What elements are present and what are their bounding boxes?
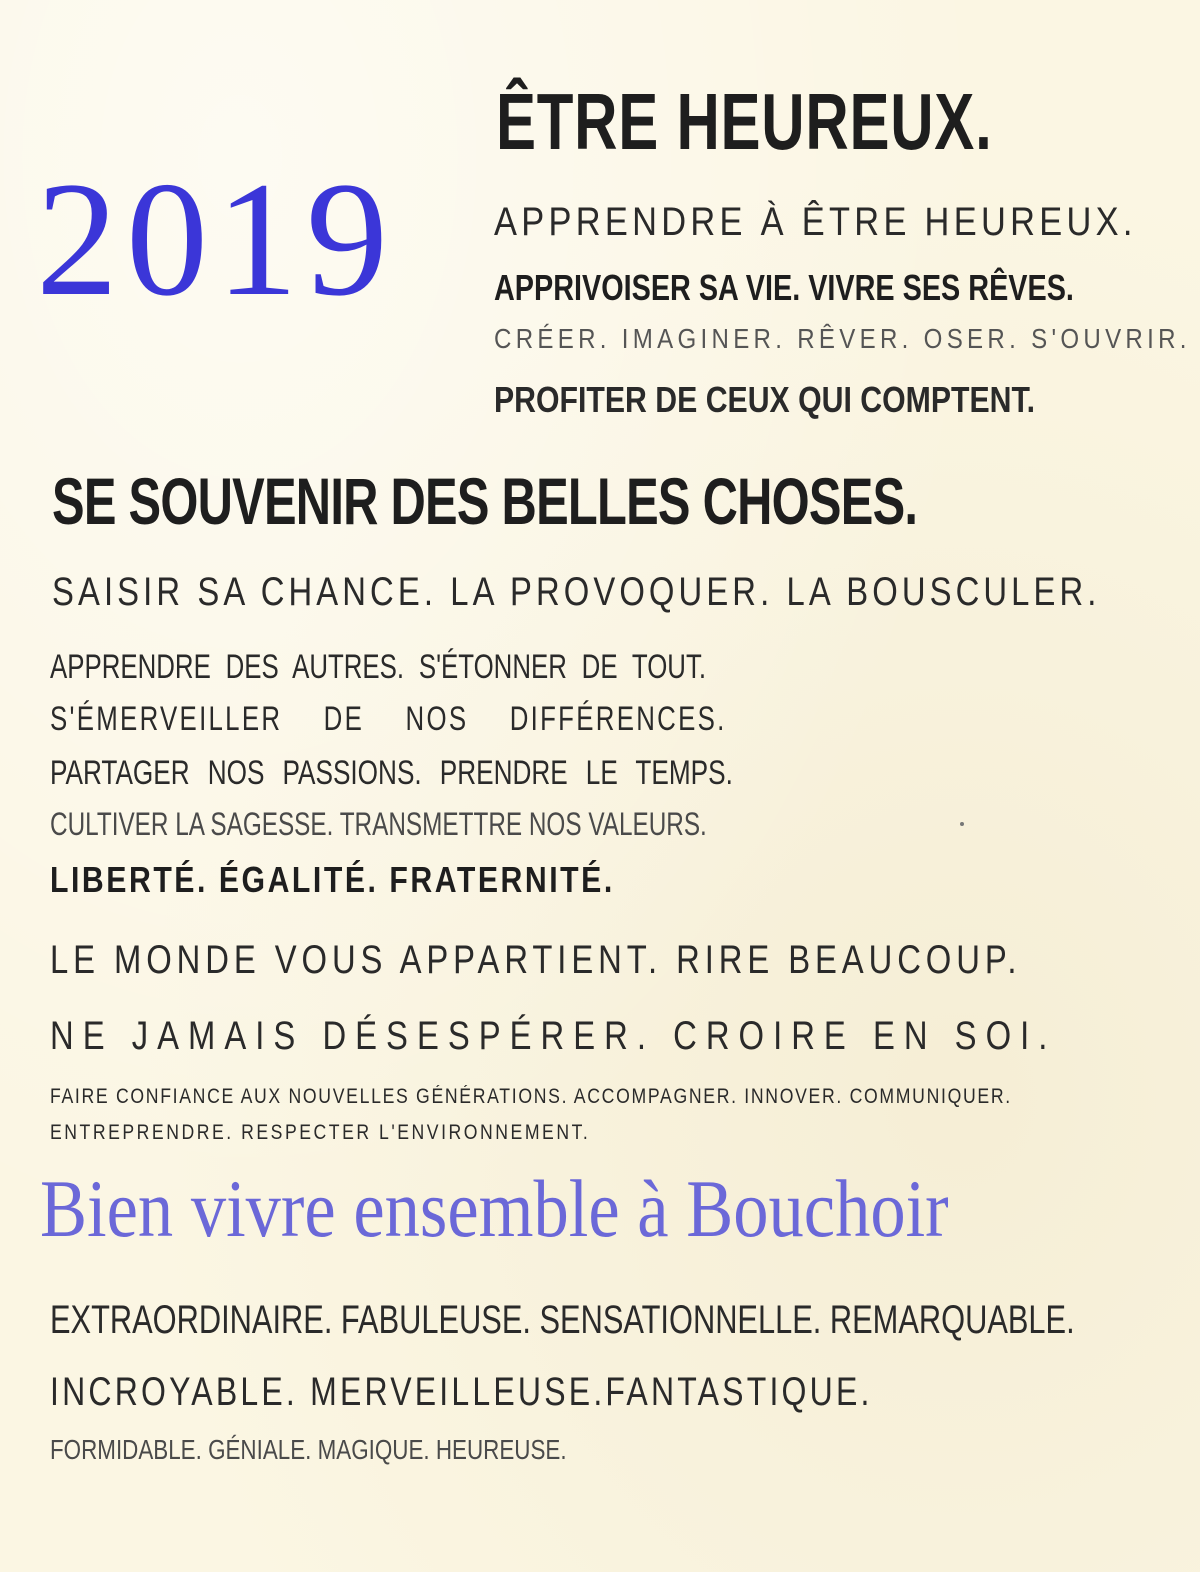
motto-liberte: LIBERTÉ. ÉGALITÉ. FRATERNITÉ. [50,859,615,900]
year-text: 2019 [36,149,396,330]
line-learn-happy: APPRENDRE À ÊTRE HEUREUX. [494,200,1137,244]
line-undertake-respect: ENTREPRENDRE. RESPECTER L'ENVIRONNEMENT. [50,1121,591,1144]
line-enjoy-people: PROFITER DE CEUX QUI COMPTENT. [494,379,1035,420]
line-formidable: FORMIDABLE. GÉNIALE. MAGIQUE. HEUREUSE. [50,1434,567,1465]
line-extraordinary: EXTRAORDINAIRE. FABULEUSE. SENSATIONNELLE. REMARQUABLE. [50,1298,1075,1342]
line-learn-others: APPRENDRE DES AUTRES. S'ÉTONNER DE TOUT. [50,648,707,686]
line-tame-life: APPRIVOISER SA VIE. VIVRE SES RÊVES. [494,267,1074,308]
ink-speck [960,822,964,826]
line-incredible: INCROYABLE. MERVEILLEUSE.FANTASTIQUE. [50,1370,873,1414]
heading-remember: SE SOUVENIR DES BELLES CHOSES. [52,464,918,538]
line-world-yours: LE MONDE VOUS APPARTIENT. RIRE BEAUCOUP. [50,938,1022,982]
line-share-passions: PARTAGER NOS PASSIONS. PRENDRE LE TEMPS. [50,754,733,792]
line-seize-chance: SAISIR SA CHANCE. LA PROVOQUER. LA BOUSCULER. [52,570,1101,614]
line-cultivate-wisdom: CULTIVER LA SAGESSE. TRANSMETTRE NOS VALEURS. [50,806,707,842]
village-title: Bien vivre ensemble à Bouchoir [40,1163,949,1254]
line-create-imagine: CRÉER. IMAGINER. RÊVER. OSER. S'OUVRIR. [494,323,1191,354]
main-title: ÊTRE HEUREUX. [496,77,993,166]
line-never-despair: NE JAMAIS DÉSESPÉRER. CROIRE EN SOI. [50,1014,1057,1058]
line-marvel-differences: S'ÉMERVEILLER DE NOS DIFFÉRENCES. [50,700,727,738]
line-trust-generations: FAIRE CONFIANCE AUX NOUVELLES GÉNÉRATIONS. ACCOMPAGNER. INNOVER. COMMUNIQUER. [50,1085,1012,1108]
